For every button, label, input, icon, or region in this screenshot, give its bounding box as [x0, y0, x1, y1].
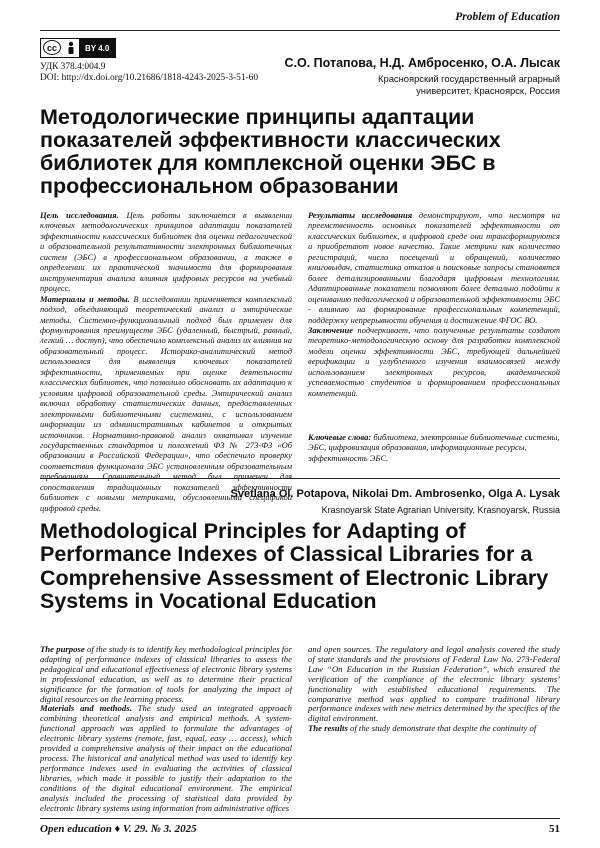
methods-text-ru: В исследовании применяется комплексный подход, объединяющий теоретический анализ и эмпирические методы. Системно-функциональный подход был применен для формулирования преимуществ ЭБС (удаленный, быстрый, равный, легкий … доступ), что обеспечило комплексный анализ их влияния на образовательный процесс. Историко-аналитический метод использовался для выявления ключевых показателей эффективности, применяемых при оценке деятельности классических библиотек, что позволило обосновать их адаптацию к условиям цифровой образовательной среды. Эмпирический анализ включал обработку статистических данных, предоставленных электронными библиотечными системами, с использованием информации из административных кабинетов и открытых источников. Нормативно-правовой анализ охватывал изучение государственных стандартов и положений ФЗ № 273-ФЗ «Об образовании в Российской Федерации», что обеспечило проверку соответствия функционала ЭБС установленным образовательным требованиям. Сравнительный метод был применен для сопоставления традиционных показателей эффективности библиотек с новыми метриками, обусловленными спецификой цифровой среды.	[40, 293, 292, 513]
journal-header: Problem of Education	[455, 11, 560, 23]
results-text-en: of the study demonstrate that despite the continuity of	[347, 723, 537, 734]
results-text-ru: демонстрируют, что несмотря на преемственность основных показателей эффективности от классических библиотек, в цифровой среде они трансформируются и приобретают новое качество. Такие метрики как количество регистраций, число посещений и обращений, количество книговыдач, статистика отказов и поисковые запросы становятся более детализированными благодаря цифровым технологиям. Адаптированные показатели позволяют более детально подойти к оцениванию педагогической и образовательной эффективности ЭБС - влиянию на формирование профессиональных компетенций, поддержку непрерывности обучения и достижение ФГОС ВО.	[308, 210, 560, 325]
header-rule	[40, 30, 560, 31]
section-divider	[40, 478, 560, 479]
methods-continuation-en: and open sources. The regulatory and legal analysis covered the study of state standards and the provisions of Federal Law No. 273-Federal Law “On Education in the Russian Federation”, which ensured the verification of the compliance of the electronic library systems’ functionality with established educational requirements. The comparative method was applied to compare traditional library performance indexes with new metrics determined by the specifics of the digital environment.	[308, 645, 560, 724]
keywords-text: библиотека, электронные библиотечные системы, ЭБС, цифровизация образования, информационные ресурсы, эффективность ЭБС.	[308, 432, 560, 463]
abstract-ru-right	[308, 210, 560, 398]
conclusion-text-ru: подчеркивает, что полученные результаты создают теоретико-методологическую основу для разработки комплексной модели оценки эффективности ЭБС, требующей дальнейшей верификации и углубленного изучения взаимосвязей между использованием электронных ресурсов, академической успеваемостью студентов и формированием профессиональных компетенций.	[308, 324, 560, 398]
abstract-en-left	[40, 645, 292, 815]
doi-link[interactable]: DOI: http://dx.doi.org/10.21686/1818-4243-2025-3-51-60	[40, 73, 259, 83]
affiliation-en: Krasnoyarsk State Agrarian University, Krasnoyarsk, Russia	[321, 505, 560, 515]
udc: УДК 378.4:004.9	[40, 62, 106, 72]
license-label: BY 4.0	[79, 39, 115, 57]
footer-rule	[40, 818, 560, 819]
authors-ru: С.О. Потапова, Н.Д. Амбросенко, О.А. Лысак	[284, 56, 560, 70]
title-ru: Методологические принципы адаптации показателей эффективности классических библиотек для комплексной оценки ЭБС в профессиональном образовании	[40, 105, 501, 198]
title-en: Methodological Principles for Adapting of Performance Indexes of Classical Libraries for a Comprehensive Assessment of Electronic Library Systems in Vocational Education	[40, 519, 549, 614]
results-label-ru: Результаты исследования	[308, 210, 413, 220]
aim-label: Цель исследования.	[40, 210, 119, 220]
keywords-ru	[308, 432, 560, 463]
affiliation-ru: Красноярский государственный аграрный университет, Красноярск, Россия	[378, 73, 560, 96]
cc-icon: cc	[43, 40, 61, 55]
results-label-en: The results	[308, 723, 348, 734]
abstract-ru-left	[40, 210, 292, 513]
methods-label-ru: Материалы и методы.	[40, 293, 130, 304]
cc-license-badge	[40, 38, 116, 58]
aim-text: Цель работы заключается в выявлении ключевых методологических принципов адаптации показателей эффективности классических библиотек для оценки педагогической и образовательной результативности электронных библиотечных систем (ЭБС) в профессиональном образовании, а также в определении их практической значимости для формирования инструментария анализа влияния цифровых ресурсов на учебный процесс.	[40, 210, 292, 294]
footer-journal: Open education ♦ V. 29. № 3. 2025	[40, 823, 197, 835]
purpose-label-en: The purpose	[40, 645, 85, 654]
abstract-en-right	[308, 645, 560, 815]
authors-en: Svetlana Ol. Potapova, Nikolai Dm. Ambrosenko, Olga A. Lysak	[230, 488, 560, 500]
purpose-text-en: of the study is to identify key methodological principles for adapting of performance indexes of classical libraries to assess the pedagogical and educational effectiveness of electronic library systems in professional education, as well as to determine their practical significance for the formation of tools for analyzing the impact of digital resources on the learning process.	[40, 645, 292, 704]
page-number: 51	[549, 823, 560, 835]
methods-text-en: The study used an integrated approach combining theoretical analysis and empirical methods. A system-functional approach was applied to formulate the advantages of electronic library systems (remote, fast, equal, easy … access), which provided a comprehensive analysis of their impact on the educational process. The historical and analytical method was used to identify key performance indexes used in evaluating the activities of classical libraries, which made it possible to justify their adaptation to the conditions of the digital educational environment. The empirical analysis included the processing of statistical data provided by electronic library systems using information from administrative offices	[40, 703, 292, 813]
conclusion-label-ru: Заключение	[308, 324, 353, 335]
methods-label-en: Materials and methods.	[40, 703, 132, 714]
person-icon	[64, 40, 78, 56]
keywords-label: Ключевые слова:	[308, 432, 372, 442]
